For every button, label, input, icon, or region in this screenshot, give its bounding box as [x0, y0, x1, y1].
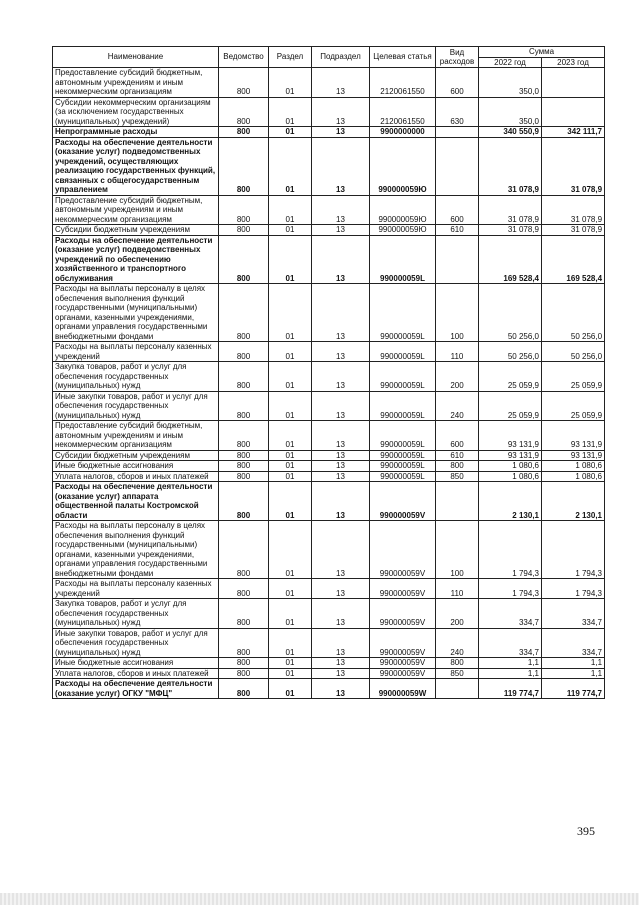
table-row: [53, 362, 605, 392]
row-dept: 800: [219, 342, 269, 362]
row-target: 2120061550: [370, 97, 436, 127]
row-section: 01: [269, 421, 312, 451]
row-kind: 600: [436, 421, 479, 451]
row-name: Расходы на обеспечение деятельности (оказание услуг) подведомственных учреждений, осуществляющих реализацию государственных функций, связанных с общегосударственным управлением: [53, 137, 219, 195]
row-section: 01: [269, 391, 312, 421]
row-dept: 800: [219, 628, 269, 658]
row-sum-2022: 31 078,9: [479, 225, 542, 236]
row-dept: 800: [219, 137, 269, 195]
row-section: 01: [269, 521, 312, 579]
header-sum: Сумма: [479, 47, 605, 58]
row-kind: 240: [436, 628, 479, 658]
row-sum-2023: 1 080,6: [542, 461, 605, 472]
table-row: [53, 137, 605, 195]
row-sum-2023: 1 794,3: [542, 579, 605, 599]
row-section: 01: [269, 195, 312, 225]
row-name: Субсидии некоммерческим организациям (за исключением государственных (муниципальных) учреждений): [53, 97, 219, 127]
row-section: 01: [269, 461, 312, 472]
row-sum-2023: 25 059,9: [542, 362, 605, 392]
row-dept: 800: [219, 391, 269, 421]
row-kind: 100: [436, 521, 479, 579]
table-row: [53, 471, 605, 482]
row-sum-2023: 93 131,9: [542, 421, 605, 451]
row-kind: 800: [436, 461, 479, 472]
row-target: 9900000000: [370, 127, 436, 138]
row-subsection: 13: [312, 668, 370, 679]
row-target: 990000059L: [370, 342, 436, 362]
table-row: [53, 195, 605, 225]
row-subsection: 13: [312, 461, 370, 472]
table-body: [53, 68, 605, 699]
row-name: Расходы на выплаты персоналу в целях обеспечения выполнения функций государственными (муниципальными) органами, казенными учреждениями, органами управления государственными внебюджетными фондами: [53, 284, 219, 342]
row-target: 990000059V: [370, 482, 436, 521]
row-sum-2023: [542, 68, 605, 98]
row-target: 990000059L: [370, 461, 436, 472]
row-target: 990000059L: [370, 450, 436, 461]
row-sum-2022: 1,1: [479, 668, 542, 679]
row-name: Предоставление субсидий бюджетным, автономным учреждениям и иным некоммерческим организациям: [53, 68, 219, 98]
row-dept: 800: [219, 579, 269, 599]
row-section: 01: [269, 362, 312, 392]
row-dept: 800: [219, 97, 269, 127]
row-name: Закупка товаров, работ и услуг для обеспечения государственных (муниципальных) нужд: [53, 362, 219, 392]
row-dept: 800: [219, 679, 269, 699]
row-sum-2022: 334,7: [479, 628, 542, 658]
row-section: 01: [269, 668, 312, 679]
row-sum-2023: 2 130,1: [542, 482, 605, 521]
table-row: [53, 658, 605, 669]
header-row: [53, 47, 605, 58]
row-sum-2022: 2 130,1: [479, 482, 542, 521]
row-dept: 800: [219, 461, 269, 472]
row-sum-2022: 25 059,9: [479, 362, 542, 392]
row-target: 990000059V: [370, 521, 436, 579]
row-target: 2120061550: [370, 68, 436, 98]
row-sum-2022: 93 131,9: [479, 421, 542, 451]
header-name: Наименование: [53, 47, 219, 68]
row-sum-2023: 50 256,0: [542, 284, 605, 342]
row-kind: 600: [436, 195, 479, 225]
row-sum-2023: 93 131,9: [542, 450, 605, 461]
table-row: [53, 127, 605, 138]
table-row: [53, 97, 605, 127]
row-section: 01: [269, 471, 312, 482]
row-sum-2023: 1 080,6: [542, 471, 605, 482]
header-year-2023: 2023 год: [542, 57, 605, 68]
row-section: 01: [269, 342, 312, 362]
table-row: [53, 342, 605, 362]
row-target: 990000059L: [370, 235, 436, 284]
row-dept: 800: [219, 362, 269, 392]
row-target: 990000059L: [370, 421, 436, 451]
header-dept: Ведомство: [219, 47, 269, 68]
row-subsection: 13: [312, 391, 370, 421]
row-sum-2022: 169 528,4: [479, 235, 542, 284]
row-subsection: 13: [312, 127, 370, 138]
row-subsection: 13: [312, 284, 370, 342]
table-row: [53, 679, 605, 699]
row-target: 990000059Ю: [370, 137, 436, 195]
row-section: 01: [269, 225, 312, 236]
row-subsection: 13: [312, 137, 370, 195]
table-row: [53, 421, 605, 451]
row-target: 990000059L: [370, 471, 436, 482]
row-name: Иные бюджетные ассигнования: [53, 658, 219, 669]
row-subsection: 13: [312, 658, 370, 669]
row-target: 990000059L: [370, 284, 436, 342]
row-kind: 110: [436, 579, 479, 599]
row-kind: [436, 235, 479, 284]
table-row: [53, 284, 605, 342]
row-subsection: 13: [312, 521, 370, 579]
row-subsection: 13: [312, 235, 370, 284]
row-name: Расходы на выплаты персоналу в целях обеспечения выполнения функций государственными (муниципальными) органами, казенными учреждениями, органами управления государственными внебюджетными фондами: [53, 521, 219, 579]
table-row: [53, 628, 605, 658]
row-dept: 800: [219, 225, 269, 236]
row-subsection: 13: [312, 628, 370, 658]
row-kind: [436, 127, 479, 138]
row-subsection: 13: [312, 362, 370, 392]
row-name: Закупка товаров, работ и услуг для обеспечения государственных (муниципальных) нужд: [53, 599, 219, 629]
row-target: 990000059L: [370, 391, 436, 421]
row-sum-2022: 31 078,9: [479, 195, 542, 225]
row-sum-2022: 350,0: [479, 68, 542, 98]
row-sum-2022: 1 080,6: [479, 471, 542, 482]
table-row: [53, 668, 605, 679]
row-subsection: 13: [312, 97, 370, 127]
row-sum-2022: 1 080,6: [479, 461, 542, 472]
row-kind: 100: [436, 284, 479, 342]
row-subsection: 13: [312, 225, 370, 236]
row-section: 01: [269, 137, 312, 195]
header-section: Раздел: [269, 47, 312, 68]
row-sum-2023: 334,7: [542, 599, 605, 629]
row-kind: 800: [436, 658, 479, 669]
row-sum-2022: 1 794,3: [479, 579, 542, 599]
row-kind: 200: [436, 599, 479, 629]
row-dept: 800: [219, 658, 269, 669]
row-sum-2022: 25 059,9: [479, 391, 542, 421]
row-target: 990000059V: [370, 658, 436, 669]
row-kind: 630: [436, 97, 479, 127]
row-section: 01: [269, 97, 312, 127]
row-kind: 200: [436, 362, 479, 392]
row-kind: 240: [436, 391, 479, 421]
budget-sheet: [52, 46, 605, 699]
row-section: 01: [269, 658, 312, 669]
row-section: 01: [269, 482, 312, 521]
row-sum-2023: 119 774,7: [542, 679, 605, 699]
row-dept: 800: [219, 668, 269, 679]
row-kind: 600: [436, 68, 479, 98]
row-subsection: 13: [312, 421, 370, 451]
row-sum-2023: 1,1: [542, 668, 605, 679]
row-dept: 800: [219, 471, 269, 482]
row-dept: 800: [219, 235, 269, 284]
row-sum-2022: 1 794,3: [479, 521, 542, 579]
row-name: Предоставление субсидий бюджетным, автономным учреждениям и иным некоммерческим организациям: [53, 421, 219, 451]
row-name: Расходы на выплаты персоналу казенных учреждений: [53, 342, 219, 362]
table-row: [53, 68, 605, 98]
row-name: Расходы на обеспечение деятельности (оказание услуг) ОГКУ "МФЦ": [53, 679, 219, 699]
row-sum-2023: 1,1: [542, 658, 605, 669]
row-dept: 800: [219, 521, 269, 579]
row-name: Расходы на обеспечение деятельности (оказание услуг) аппарата общественной палаты Костромской области: [53, 482, 219, 521]
row-kind: [436, 679, 479, 699]
row-name: Иные бюджетные ассигнования: [53, 461, 219, 472]
row-name: Иные закупки товаров, работ и услуг для обеспечения государственных (муниципальных) нужд: [53, 391, 219, 421]
row-section: 01: [269, 284, 312, 342]
row-subsection: 13: [312, 195, 370, 225]
row-sum-2023: [542, 97, 605, 127]
row-name: Предоставление субсидий бюджетным, автономным учреждениям и иным некоммерческим организациям: [53, 195, 219, 225]
row-kind: 850: [436, 668, 479, 679]
row-subsection: 13: [312, 679, 370, 699]
header-subsection: Подраздел: [312, 47, 370, 68]
row-dept: 800: [219, 68, 269, 98]
row-target: 990000059V: [370, 628, 436, 658]
row-kind: [436, 482, 479, 521]
table-row: [53, 235, 605, 284]
row-kind: 610: [436, 450, 479, 461]
row-target: 990000059W: [370, 679, 436, 699]
row-dept: 800: [219, 195, 269, 225]
table-row: [53, 450, 605, 461]
budget-table: [52, 46, 605, 699]
row-name: Уплата налогов, сборов и иных платежей: [53, 668, 219, 679]
row-section: 01: [269, 127, 312, 138]
row-sum-2022: 334,7: [479, 599, 542, 629]
row-sum-2022: 119 774,7: [479, 679, 542, 699]
row-target: 990000059V: [370, 579, 436, 599]
row-kind: 110: [436, 342, 479, 362]
row-section: 01: [269, 235, 312, 284]
row-sum-2023: 334,7: [542, 628, 605, 658]
table-row: [53, 482, 605, 521]
row-name: Непрограммные расходы: [53, 127, 219, 138]
row-sum-2022: 50 256,0: [479, 342, 542, 362]
row-sum-2022: 31 078,9: [479, 137, 542, 195]
row-target: 990000059Ю: [370, 195, 436, 225]
row-name: Субсидии бюджетным учреждениям: [53, 450, 219, 461]
row-dept: 800: [219, 450, 269, 461]
row-subsection: 13: [312, 450, 370, 461]
row-subsection: 13: [312, 471, 370, 482]
row-section: 01: [269, 579, 312, 599]
row-name: Уплата налогов, сборов и иных платежей: [53, 471, 219, 482]
table-row: [53, 461, 605, 472]
row-subsection: 13: [312, 342, 370, 362]
row-name: Иные закупки товаров, работ и услуг для обеспечения государственных (муниципальных) нужд: [53, 628, 219, 658]
row-name: Субсидии бюджетным учреждениям: [53, 225, 219, 236]
row-dept: 800: [219, 127, 269, 138]
page-number: 395: [577, 824, 595, 838]
header-kind: Вид расходов: [436, 47, 479, 68]
row-dept: 800: [219, 482, 269, 521]
table-row: [53, 579, 605, 599]
row-section: 01: [269, 599, 312, 629]
row-section: 01: [269, 628, 312, 658]
row-target: 990000059V: [370, 599, 436, 629]
row-name: Расходы на выплаты персоналу казенных учреждений: [53, 579, 219, 599]
row-sum-2022: 1,1: [479, 658, 542, 669]
row-target: 990000059L: [370, 362, 436, 392]
row-section: 01: [269, 450, 312, 461]
row-kind: 850: [436, 471, 479, 482]
row-sum-2023: 50 256,0: [542, 342, 605, 362]
row-sum-2023: 31 078,9: [542, 195, 605, 225]
row-sum-2022: 350,0: [479, 97, 542, 127]
row-dept: 800: [219, 599, 269, 629]
row-dept: 800: [219, 284, 269, 342]
row-subsection: 13: [312, 599, 370, 629]
row-sum-2023: 25 059,9: [542, 391, 605, 421]
row-sum-2023: 31 078,9: [542, 225, 605, 236]
row-sum-2022: 93 131,9: [479, 450, 542, 461]
row-kind: 610: [436, 225, 479, 236]
row-sum-2022: 340 550,9: [479, 127, 542, 138]
row-sum-2023: 342 111,7: [542, 127, 605, 138]
row-kind: [436, 137, 479, 195]
table-row: [53, 391, 605, 421]
row-sum-2023: 31 078,9: [542, 137, 605, 195]
row-dept: 800: [219, 421, 269, 451]
row-target: 990000059Ю: [370, 225, 436, 236]
row-target: 990000059V: [370, 668, 436, 679]
table-row: [53, 599, 605, 629]
table-row: [53, 225, 605, 236]
row-name: Расходы на обеспечение деятельности (оказание услуг) подведомственных учреждений по обеспечению хозяйственного и транспортного обслуживания: [53, 235, 219, 284]
row-section: 01: [269, 68, 312, 98]
header-year-2022: 2022 год: [479, 57, 542, 68]
row-subsection: 13: [312, 579, 370, 599]
header-target: Целевая статья: [370, 47, 436, 68]
row-subsection: 13: [312, 68, 370, 98]
row-sum-2022: 50 256,0: [479, 284, 542, 342]
row-sum-2023: 169 528,4: [542, 235, 605, 284]
row-section: 01: [269, 679, 312, 699]
scan-edge-strip: [0, 893, 639, 905]
row-sum-2023: 1 794,3: [542, 521, 605, 579]
row-subsection: 13: [312, 482, 370, 521]
table-row: [53, 521, 605, 579]
